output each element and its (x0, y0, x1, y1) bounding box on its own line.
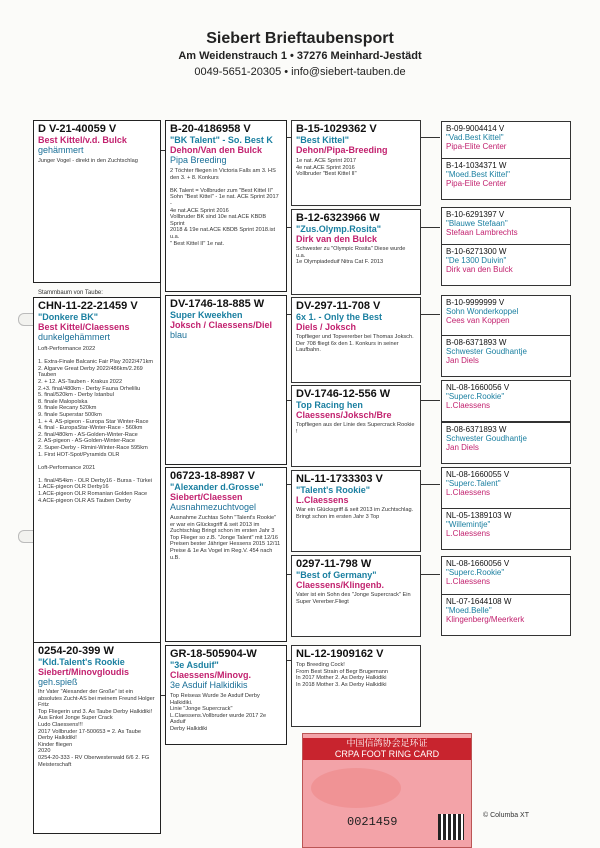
gen4-owner: L.Claessens (446, 488, 491, 497)
gen2-ring: GR-18-505904-W (170, 648, 257, 660)
qr-code-icon (438, 814, 464, 840)
ring-card-title-en: CRPA FOOT RING CARD (334, 749, 440, 759)
gen4-name: "Blauwe Stefaan" (446, 219, 508, 228)
gen2-card (165, 645, 287, 745)
gen2-name: "BK Talent" - So. Best K (170, 135, 273, 145)
mother-text: Loft-Performance 2022 1. Extra-Finale Balcanic Fair Play 2022/471km 2. Algarve Great Derby 2022/486km/2.269 Tauben 2. + 12. AS-Tauben - Krakus 2022 2.+3. final/480km - Derby Fauna Orheliliu 5. final/520km - Derby Istanbul 8. finale Malopolska 9. finale Recany 520km 9. finale Superstar 500km 1. + 4. AS-pigeon - Europa Star Winter-Race 4. final - EuropaStar-Winter-Race - 560km 2. final/480km - AS-Golden-Winter-Race 2. AS-pigeon - AS-Golden-Winter-Race 2. Super-Derby - Rimini-Winter-Race 595km 1. First HOT-Spot/Pyramids OLR Loft-Performance 2021 1. final/454km - OLR Derby16 - Bursa - Türkei 1.ACE-pigeon OLR Derby16 1.ACE-pigeon OLR Romanian Golden Race 4.ACE-pigeon OLR AS Tauben Derby (38, 346, 154, 504)
gen4-ring: NL-08-1660056 V (446, 559, 510, 568)
ring-card-band (303, 738, 471, 760)
gen4-ring: B-09-9004414 V (446, 124, 505, 133)
gen3-card (291, 209, 421, 295)
gen4-ring: B-14-1034371 W (446, 161, 507, 170)
gen3-owner: L.Claessens (296, 495, 349, 505)
gen3-card (291, 645, 421, 727)
foot-ring-card (302, 733, 472, 848)
gen2-ring: 06723-18-8987 V (170, 470, 256, 482)
mother-owner: Best Kittel/Claessens (38, 322, 130, 332)
gen3-name: 6x 1. - Only the Best (296, 312, 383, 322)
gen4-card (441, 121, 571, 163)
gen3-ring: B-15-1029362 V (296, 123, 377, 135)
gen4-owner: Dirk van den Bulck (446, 265, 513, 274)
gen4-name: Sohn Wonderkoppel (446, 307, 519, 316)
gen3-name: "Best Kittel" (296, 135, 350, 145)
gen2-name: "Alexander d.Grosse" (170, 482, 264, 492)
father-text: Ihr Vater "Alexander der Große" ist ein absolutes Zucht-AS bei meinem Freund Holger Fritz Top Fliegerin und 3. As Taube Derby Halkidiki! Aus Enkel Jonge Super Crack Ludo Claessens!!! 2017 Vollbruder 17-500653 = 2. As Taube Derby Halkidiki! Kinder fliegen 2020 0254-20-333 - RV Oberwesterwald 6/6 2. FG Meisterschaft (38, 689, 155, 768)
gen4-owner: Stefaan Lambrechts (446, 228, 518, 237)
gen4-name: "Moed.Belle" (446, 606, 492, 615)
gen3-text: Topfliegen aus der Linie des Supercrack Rookie ! (296, 422, 415, 435)
father-color: geh.spieß (38, 677, 78, 687)
mother-section-label: Stammbaum von Taube: (38, 290, 103, 296)
gen4-ring: B-08-6371893 W (446, 338, 507, 347)
mother-ring: CHN-11-22-21459 V (38, 300, 138, 312)
gen4-card (441, 380, 571, 422)
gen4-name: "Superc.Rookie" (446, 568, 505, 577)
pigeon-color: gehämmert (38, 145, 84, 155)
gen3-name: "Best of Germany" (296, 570, 377, 580)
ring-card-number: 0021459 (347, 815, 398, 829)
father-card (33, 642, 161, 834)
gen3-name: "Talent's Rookie" (296, 485, 371, 495)
gen4-ring: B-10-6291397 V (446, 210, 505, 219)
gen4-ring: NL-08-1660055 V (446, 470, 510, 479)
gen4-name: "Vad.Best Kittel" (446, 133, 504, 142)
pigeon-card (33, 120, 161, 283)
gen2-color: Pipa Breeding (170, 155, 227, 165)
gen3-text: 1e nat. ACE Sprint 2017 4e nat.ACE Sprint 2016 Vollbruder "Best Kittel II" (296, 158, 357, 178)
gen4-card (441, 158, 571, 200)
gen3-ring: DV-297-11-708 V (296, 300, 381, 312)
gen4-ring: NL-05-1389103 W (446, 511, 512, 520)
gen3-name: "Zus.Olymp.Rosita" (296, 224, 382, 234)
gen2-ring: DV-1746-18-885 W (170, 298, 265, 310)
gen2-owner: Claessens/Minovg. (170, 670, 252, 680)
mother-name: "Donkere BK" (38, 312, 99, 322)
gen2-text: 2 Töchter fliegen in Victoria Falls am 3. HS den 3. + 8. Konkurs BK Talent = Vollbruder zum "Best Kittel II" Sohn "Best Kittel" - 1e nat. ACE Sprint 2017 - 4e nat.ACE Sprint 2016 Vollbruder BK sind 10e nat.ACE KBDB Sprint 2018 & 19e nat.ACE KBDB Sprint 2018.ist u.a. " Best Kittel II" 1e nat. (170, 168, 279, 247)
gen3-ring: NL-12-1909162 V (296, 648, 384, 660)
gen4-name: "Superc.Rookie" (446, 392, 505, 401)
gen4-ring: NL-08-1660056 V (446, 383, 510, 392)
gen4-owner: Jan Diels (446, 356, 479, 365)
gen4-card (441, 244, 571, 286)
gen4-name: Schwester Goudhantje (446, 434, 527, 443)
gen3-text: War ein Glücksgriff & seit 2013 im Zuchtschlag. Bringt schon im ersten Jahr 3 Top (296, 507, 414, 520)
pigeon-ring: D V-21-40059 V (38, 123, 117, 135)
gen4-owner: L.Claessens (446, 401, 491, 410)
gen4-name: "Superc.Talent" (446, 479, 501, 488)
copyright: © Columba XT (483, 812, 530, 819)
gen3-ring: 0297-11-798 W (296, 558, 372, 570)
gen3-ring: NL-11-1733303 V (296, 473, 383, 485)
gen3-owner: Diels / Joksch (296, 322, 357, 332)
father-ring: 0254-20-399 W (38, 645, 114, 657)
gen3-card (291, 555, 421, 637)
ring-card-seal (311, 768, 401, 808)
gen2-name: "3e Asduif" (170, 660, 219, 670)
gen3-ring: B-12-6323966 W (296, 212, 380, 224)
gen4-card (441, 295, 571, 337)
gen3-owner: Claessens/Joksch/Bre (296, 410, 392, 420)
gen3-card (291, 385, 421, 467)
gen3-text: Top Breeding Cock! From Best Strain of Begr Brugemann In 2017 Mother 2. As Derby Halkidiki In 2018 Mother 3. As Derby Halkidiki (296, 662, 389, 688)
gen2-card (165, 295, 287, 465)
gen4-name: "Willemintje" (446, 520, 491, 529)
gen2-color: Ausnahmezuchtvogel (170, 502, 257, 512)
gen4-owner: Cees van Koppen (446, 316, 510, 325)
gen3-card (291, 120, 421, 206)
gen3-name: Top Racing hen (296, 400, 363, 410)
gen4-owner: Pipa-Elite Center (446, 142, 507, 151)
gen2-owner: Siebert/Claessen (170, 492, 243, 502)
gen4-ring: B-10-9999999 V (446, 298, 505, 307)
gen2-text: Ausnahme Zuchtas Sohn "Talent's Rookie" er war ein Glücksgriff & seit 2013 im Zuchtschlag Bringt schon im ersten Jahr 3 Top Flieger so z.B. "Jonge Talent" mit 12/16 Preisen bester Jähriger Hessens 2015 12/11 Preise & 1e As Vogel im Reg.V. 454 nach u.B. (170, 515, 281, 561)
gen2-card (165, 120, 287, 292)
gen3-card (291, 297, 421, 383)
gen3-text: Vater ist ein Sohn des "Jonge Supercrack" Ein Super Vererber.Fliegt (296, 592, 411, 605)
gen3-text: Topflieger und Topvererber bei Thomas Joksch. Der 708 fliegt 6x den 1. Konkurs in seiner Laufbahn. (296, 334, 414, 354)
breeder-title: Siebert Brieftaubensport (206, 30, 394, 47)
gen4-card (441, 422, 571, 464)
father-name: "Kld.Talent's Rookie (38, 657, 125, 667)
gen4-card (441, 335, 571, 377)
gen3-owner: Dirk van den Bulck (296, 234, 378, 244)
mother-card (33, 297, 161, 646)
gen2-name: Super Kweekhen (170, 310, 243, 320)
gen4-owner: Klingenberg/Meerkerk (446, 615, 525, 624)
gen4-card (441, 508, 571, 550)
breeder-address: Am Weidenstrauch 1 • 37276 Meinhard-Jestädt (178, 50, 422, 62)
gen4-owner: L.Claessens (446, 577, 491, 586)
gen4-ring: B-10-6271300 W (446, 247, 507, 256)
gen3-text: Schwester zu "Olympic Rosita" Diese wurde u.a. 1e Olympiadeduif Nitra Cat F. 2013 (296, 246, 406, 266)
ring-card-title-cn: 中国信鸽协会足环证 (346, 738, 428, 748)
pigeon-name: Best Kittel/v.d. Bulck (38, 135, 127, 145)
gen4-ring: B-08-6371893 W (446, 425, 507, 434)
gen4-owner: L.Claessens (446, 529, 491, 538)
pigeon-text: Junger Vogel - direkt in den Zuchtschlag (38, 158, 138, 164)
gen4-owner: Jan Diels (446, 443, 479, 452)
gen4-card (441, 467, 571, 509)
gen4-owner: Pipa-Elite Center (446, 179, 507, 188)
gen4-card (441, 556, 571, 598)
gen2-color: blau (170, 330, 188, 340)
gen3-ring: DV-1746-12-556 W (296, 388, 391, 400)
gen3-owner: Dehon/Pipa-Breeding (296, 145, 388, 155)
gen3-card (291, 470, 421, 552)
gen4-name: "Moed.Best Kittel" (446, 170, 510, 179)
gen2-owner: Dehon/Van den Bulck (170, 145, 263, 155)
gen4-name: Schwester Goudhantje (446, 347, 527, 356)
gen4-card (441, 207, 571, 249)
gen2-text: Top Reiseas Wurde 3e Asduif Derby Halkidiki. Linie "Jonge Supercrack" L.Claessens.Vollbruder wurde 2017 2e Asduif Derby Halkidiki (170, 693, 267, 732)
gen3-owner: Claessens/Klingenb. (296, 580, 385, 590)
mother-color: dunkelgehämmert (38, 332, 111, 342)
gen2-owner: Joksch / Claessens/Diel (170, 320, 273, 330)
gen2-color: 3e Asduif Halkidikis (170, 680, 248, 690)
breeder-contact: 0049-5651-20305 • info@siebert-tauben.de (194, 66, 406, 78)
gen2-ring: B-20-4186958 V (170, 123, 251, 135)
gen4-name: "De 1300 Duivin" (446, 256, 507, 265)
gen4-card (441, 594, 571, 636)
gen4-ring: NL-07-1644108 W (446, 597, 512, 606)
gen2-card (165, 467, 287, 642)
father-owner: Siebert/Minovgloudis (38, 667, 130, 677)
